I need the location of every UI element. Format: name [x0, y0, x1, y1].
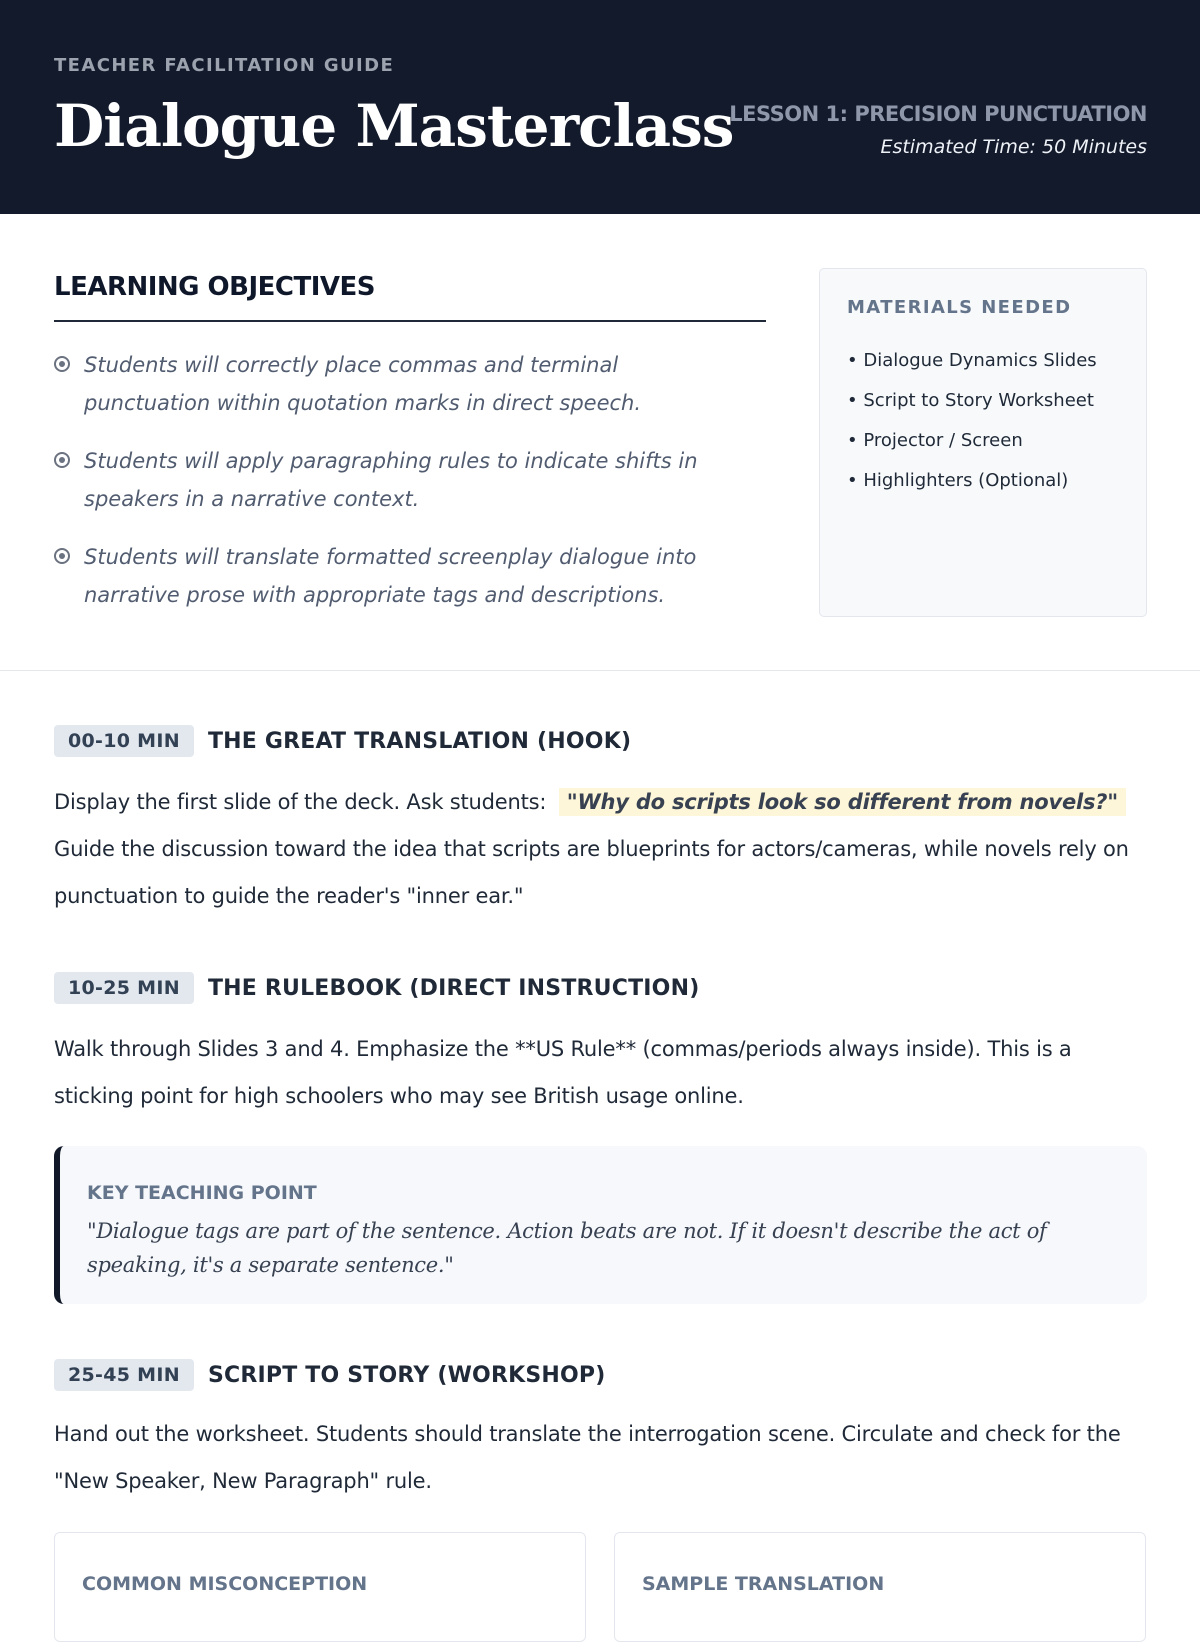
materials-heading: MATERIALS NEEDED: [847, 297, 1072, 318]
callout-quote: "Dialogue tags are part of the sentence. Action beats are not. If it doesn't describe the act of speaking, it's a separate sentence.": [87, 1219, 1047, 1277]
step-description: [54, 779, 1146, 920]
step-title: SCRIPT TO STORY (WORKSHOP): [207, 1362, 606, 1388]
objective-item: [54, 538, 744, 614]
section-divider: [0, 670, 1200, 671]
key-teaching-point-callout: [54, 1146, 1147, 1304]
card-label: COMMON MISCONCEPTION: [82, 1573, 368, 1595]
step-text: Display the first slide of the deck. Ask students:: [54, 790, 547, 814]
materials-panel: [819, 268, 1147, 617]
step-header: [54, 972, 699, 1004]
objectives-divider: [54, 320, 766, 322]
objectives-list: [54, 346, 744, 634]
time-badge: 00-10 MIN: [54, 725, 194, 757]
material-item: • Projector / Screen: [847, 430, 1023, 451]
step-title: THE RULEBOOK (DIRECT INSTRUCTION): [207, 975, 700, 1001]
step-description: Walk through Slides 3 and 4. Emphasize the **US Rule** (commas/periods always inside). This is a sticking point for high schoolers who may see British usage online.: [54, 1037, 1072, 1108]
callout-label: KEY TEACHING POINT: [87, 1182, 317, 1204]
step-header: [54, 725, 631, 757]
sample-translation-card: [614, 1532, 1146, 1642]
card-label: SAMPLE TRANSLATION: [642, 1573, 885, 1595]
objective-item: [54, 346, 744, 422]
misconception-card: [54, 1532, 586, 1642]
objective-item: [54, 442, 744, 518]
page-title: Dialogue Masterclass: [54, 92, 734, 160]
target-bullet-icon: [54, 452, 70, 468]
guide-eyebrow: TEACHER FACILITATION GUIDE: [54, 55, 395, 76]
step-text: Guide the discussion toward the idea that scripts are blueprints for actors/cameras, while novels rely on punctuation to guide the reader's "inner ear.": [54, 837, 1129, 908]
material-item: • Script to Story Worksheet: [847, 390, 1094, 411]
target-bullet-icon: [54, 548, 70, 564]
material-item: • Highlighters (Optional): [847, 470, 1069, 491]
lesson-label: LESSON 1: PRECISION PUNCTUATION: [729, 102, 1147, 126]
target-bullet-icon: [54, 356, 70, 372]
objective-text: Students will apply paragraphing rules to indicate shifts in speakers in a narrative context.: [84, 449, 698, 511]
estimated-time: Estimated Time: 50 Minutes: [880, 136, 1147, 158]
time-badge: 10-25 MIN: [54, 972, 194, 1004]
materials-list: [847, 341, 1097, 501]
objective-text: Students will correctly place commas and terminal punctuation within quotation marks in direct speech.: [84, 353, 642, 415]
objectives-heading: LEARNING OBJECTIVES: [54, 272, 376, 302]
highlighted-question: "Why do scripts look so different from novels?": [559, 788, 1126, 816]
step-title: THE GREAT TRANSLATION (HOOK): [207, 728, 632, 754]
step-description: Hand out the worksheet. Students should translate the interrogation scene. Circulate and check for the "New Speaker, New Paragraph" rule.: [54, 1422, 1121, 1493]
time-badge: 25-45 MIN: [54, 1359, 194, 1391]
objective-text: Students will translate formatted screenplay dialogue into narrative prose with appropriate tags and descriptions.: [84, 545, 697, 607]
material-item: • Dialogue Dynamics Slides: [847, 350, 1097, 371]
page-header: [0, 0, 1200, 214]
step-header: [54, 1359, 605, 1391]
